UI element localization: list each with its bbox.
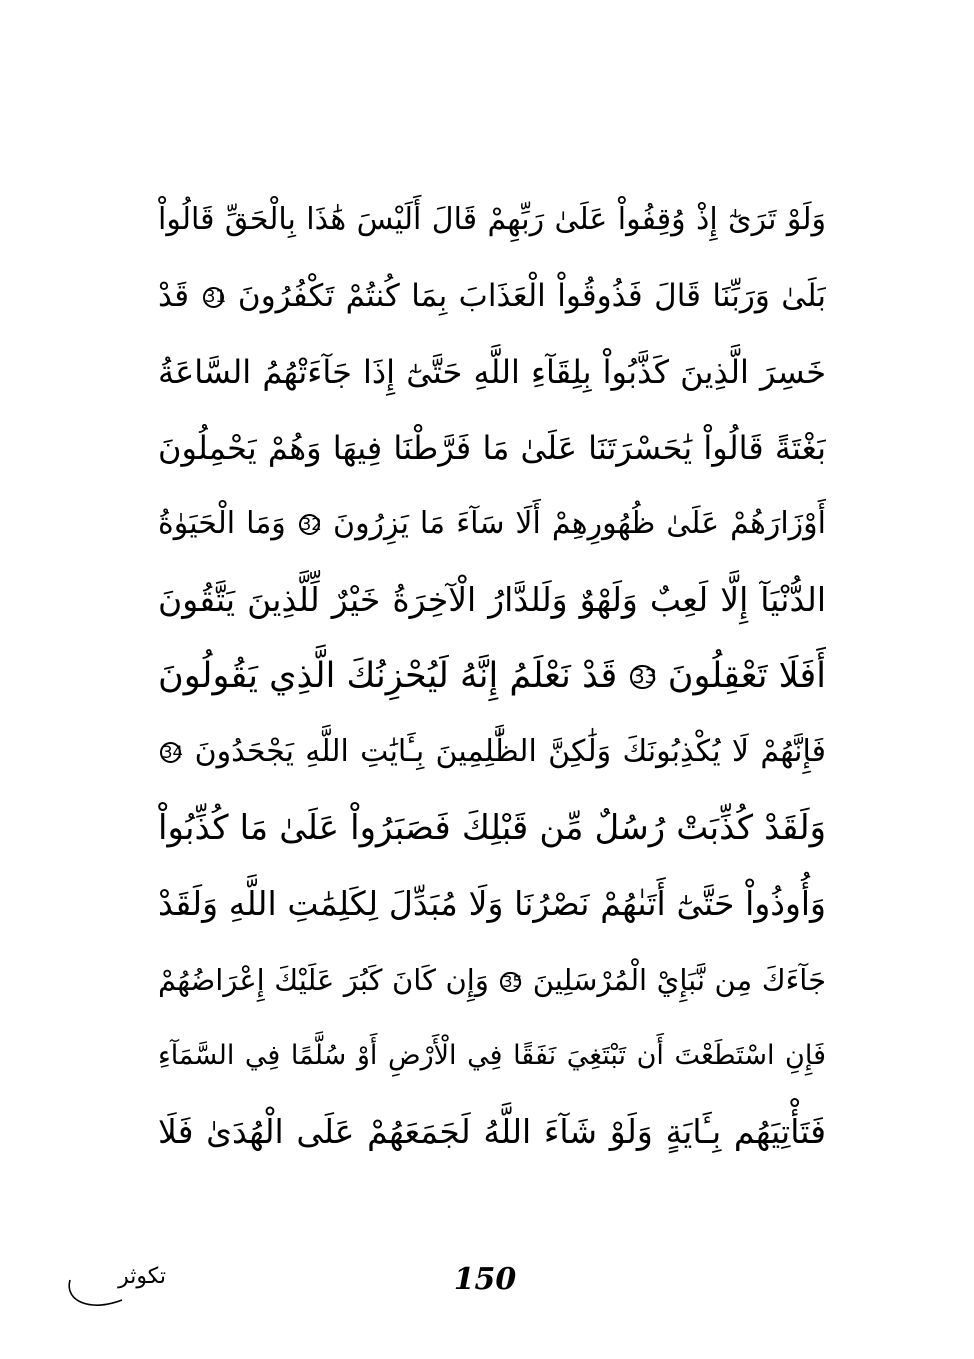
line-text: وَلَوْ تَرَىٰٓ إِذْ وُقِفُواْ عَلَىٰ رَبِّهِمْ قَالَ أَلَيْسَ هَٰذَا بِالْحَقِّ قَالُواْ bbox=[158, 202, 826, 237]
text-line-5 bbox=[158, 486, 826, 562]
text-line-3 bbox=[158, 334, 826, 410]
line-text: جَآءَكَ مِن نَّبَإِيْ الْمُرْسَلِينَ bbox=[532, 963, 826, 997]
publisher-logo bbox=[62, 1262, 172, 1314]
line-text: فَتَأْتِيَهُم بِـَٔايَةٍ وَلَوْ شَآءَ اللَّهُ لَجَمَعَهُمْ عَلَى الْهُدَىٰ فَلَا bbox=[158, 1112, 826, 1151]
line-text: بَغْتَةً قَالُواْ يَٰحَسْرَتَنَا عَلَىٰ مَا فَرَّطْنَا فِيهَا وَهُمْ يَحْمِلُونَ bbox=[158, 429, 826, 467]
text-line-8 bbox=[158, 714, 826, 790]
line-text: خَسِرَ الَّذِينَ كَذَّبُواْ بِلِقَآءِ اللَّهِ حَتَّىٰٓ إِذَا جَآءَتْهُمُ السَّاعَةُ bbox=[158, 353, 826, 391]
text-line-12 bbox=[158, 1018, 826, 1094]
text-line-6 bbox=[158, 562, 826, 638]
line-text: الدُّنْيَآ إِلَّا لَعِبٌ وَلَهْوٌ وَلَلدَّارُ الْآخِرَةُ خَيْرٌ لِّلَّذِينَ يَتَّقُونَ bbox=[158, 580, 826, 619]
text-line-7 bbox=[158, 638, 826, 714]
text-line-10 bbox=[158, 866, 826, 942]
text-line-2 bbox=[158, 258, 826, 334]
line-text: فَإِنِ اسْتَطَعْتَ أَن تَبْتَغِيَ نَفَقًا فِي الْأَرْضِ أَوْ سُلَّمًا فِي السَّمَآءِ bbox=[158, 1040, 826, 1071]
logo-text: تكوثر bbox=[118, 1264, 166, 1289]
line-text: أَوْزَارَهُمْ عَلَىٰ ظُهُورِهِمْ أَلَا سَآءَ مَا يَزِرُونَ bbox=[333, 506, 826, 541]
line-text: وَلَقَدْ كُذِّبَتْ رُسُلٌ مِّن قَبْلِكَ فَصَبَرُواْ عَلَىٰ مَا كُذِّبُواْ bbox=[158, 808, 826, 848]
line-text: وَأُوذُواْ حَتَّىٰٓ أَتَىٰهُمْ نَصْرُنَا وَلَا مُبَدِّلَ لِكَلِمَٰتِ اللَّهِ وَلَقَدْ bbox=[158, 884, 826, 923]
line-text: وَإِن كَانَ كَبُرَ عَلَيْكَ إِعْرَاضُهُمْ bbox=[158, 963, 489, 997]
quran-text-block bbox=[158, 182, 826, 1170]
line-text: فَإِنَّهُمْ لَا يُكْذِبُونَكَ وَلَٰكِنَّ الظَّٰلِمِينَ بِـَٔايَٰتِ اللَّهِ يَجْحَدُونَ bbox=[194, 734, 826, 769]
text-line-11 bbox=[158, 942, 826, 1018]
text-line-1 bbox=[158, 182, 826, 258]
verse-number-marker: 32 bbox=[300, 514, 322, 534]
verse-number-marker: 34 bbox=[162, 742, 183, 762]
verse-number-marker: 31 bbox=[204, 286, 227, 307]
text-line-9 bbox=[158, 790, 826, 866]
text-line-13 bbox=[158, 1094, 826, 1170]
line-text: قَدْ bbox=[158, 278, 190, 314]
line-text: بَلَىٰ وَرَبِّنَا قَالَ فَذُوقُواْ الْعَذَابَ بِمَا كُنتُمْ تَكْفُرُونَ bbox=[237, 278, 826, 314]
verse-number-marker: 33 bbox=[632, 664, 657, 688]
line-text: قَدْ نَعْلَمُ إِنَّهُ لَيُحْزِنُكَ الَّذِي يَقُولُونَ bbox=[158, 656, 618, 696]
line-text: أَفَلَا تَعْقِلُونَ bbox=[667, 656, 826, 696]
text-line-4 bbox=[158, 410, 826, 486]
page-number: 150 bbox=[453, 1262, 517, 1297]
line-text: وَمَا الْحَيَوٰةُ bbox=[158, 506, 286, 541]
verse-number-marker: 35 bbox=[502, 971, 523, 991]
